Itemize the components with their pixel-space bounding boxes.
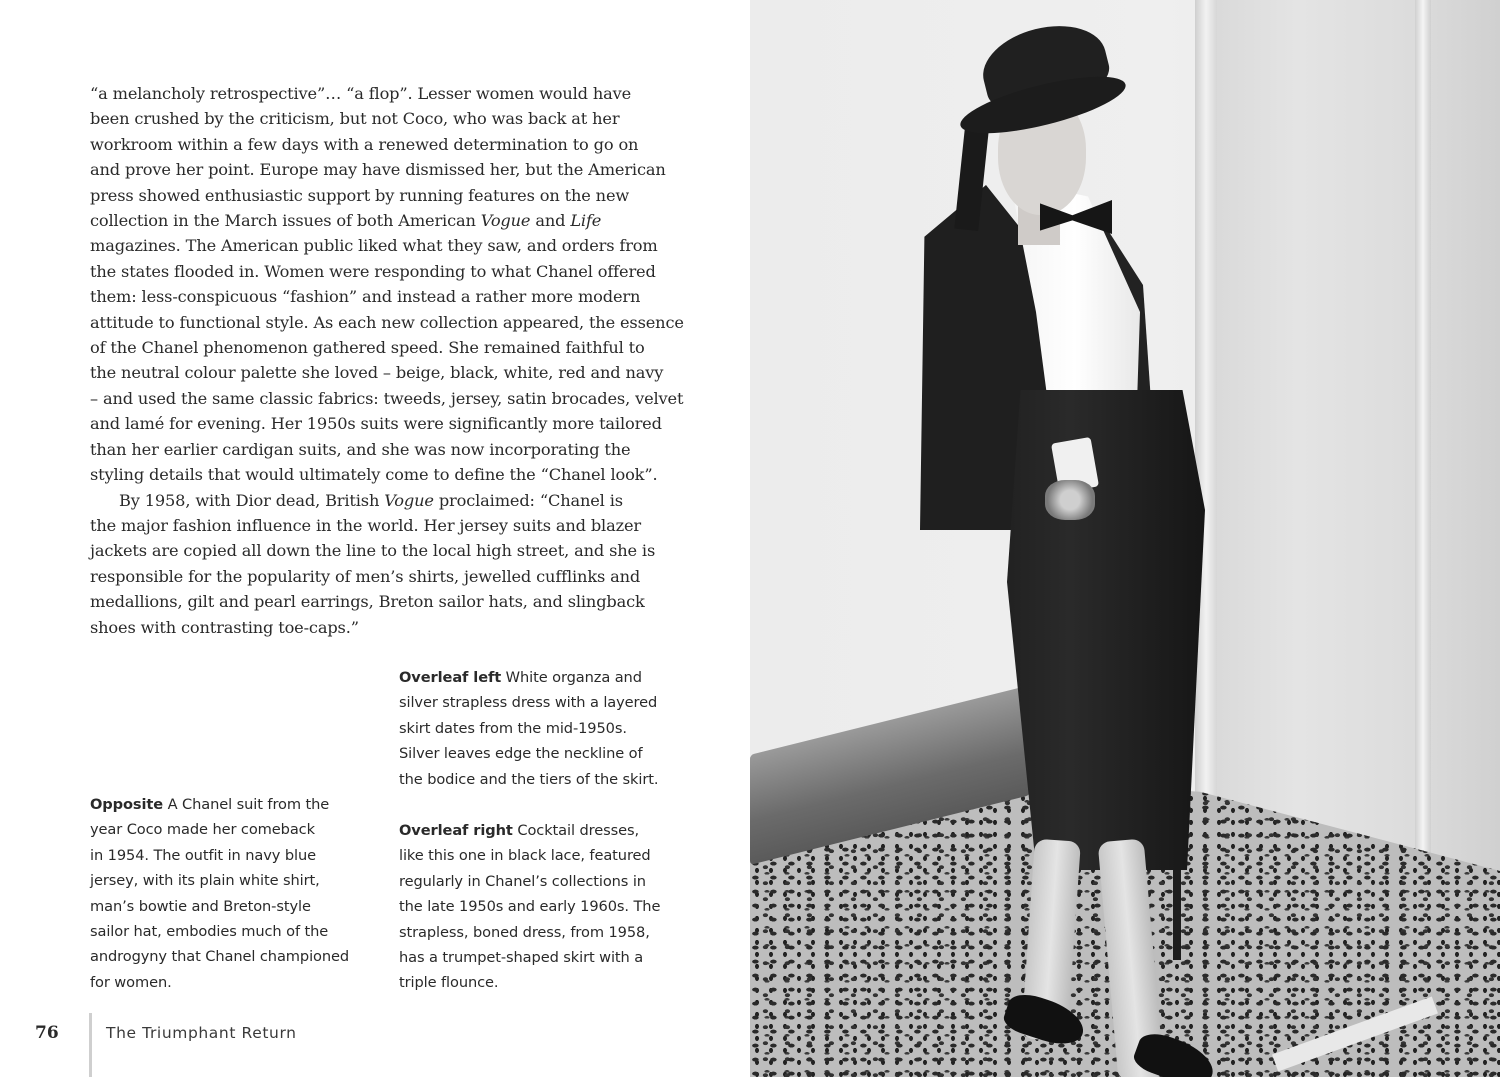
caption-text: strapless, boned dress, from 1958, (399, 923, 650, 941)
caption-text: the bodice and the tiers of the skirt. (399, 770, 659, 788)
wall-panel (1210, 0, 1500, 900)
caption-overleaf-left (399, 665, 664, 792)
caption-text: silver strapless dress with a layered (399, 694, 658, 712)
body-line (90, 132, 665, 157)
caption-text: year Coco made her comeback (90, 821, 315, 839)
body-line (90, 538, 665, 563)
fashion-photo (750, 0, 1500, 1077)
body-text (90, 81, 684, 640)
caption-line (399, 869, 664, 894)
caption-text: the late 1950s and early 1960s. The (399, 898, 661, 916)
right-page (750, 0, 1500, 1077)
caption-line (399, 665, 664, 690)
caption-text: has a trumpet-shaped skirt with a (399, 949, 644, 967)
model-bracelet (1045, 480, 1095, 520)
body-line (90, 183, 665, 208)
caption-text: Silver leaves edge the neckline of (399, 745, 643, 763)
body-line (90, 513, 665, 538)
body-line (90, 589, 665, 614)
body-line (90, 81, 665, 106)
caption-line (399, 767, 664, 792)
caption-line (399, 843, 664, 868)
caption-text: skirt dates from the mid-1950s. (399, 719, 627, 737)
caption-line (399, 945, 664, 970)
caption-line (399, 741, 664, 766)
caption-line (399, 894, 664, 919)
caption-line (399, 690, 664, 715)
caption-opposite (90, 792, 370, 995)
text-run: jackets are copied all down the line to the local high street, and she is (90, 541, 656, 561)
caption-line (399, 920, 664, 945)
body-line (90, 615, 665, 640)
body-line (90, 157, 665, 182)
body-line (90, 488, 665, 513)
text-run: and lamé for evening. Her 1950s suits were significantly more tailored (90, 414, 662, 434)
body-line (90, 386, 684, 411)
italic-title: Vogue (384, 490, 434, 510)
italic-title: Vogue (480, 211, 531, 231)
caption-text: triple flounce. (399, 974, 499, 992)
text-run: – and used the same classic fabrics: tweeds, jersey, satin brocades, velvet (90, 388, 684, 408)
body-line (90, 233, 665, 258)
caption-text: regularly in Chanel’s collections in (399, 872, 646, 890)
text-run: “a melancholy retrospective”… “a flop”. Lesser women would have (90, 84, 632, 103)
caption-label: Overleaf left (399, 669, 502, 686)
text-run: responsible for the popularity of men’s shirts, jewelled cufflinks and (90, 566, 641, 586)
text-run: medallions, gilt and pearl earrings, Breton sailor hats, and slingback (90, 592, 645, 612)
body-line (90, 284, 665, 309)
running-title: The Triumphant Return (106, 1024, 297, 1042)
caption-line (90, 944, 370, 969)
body-line (90, 437, 665, 462)
text-run: attitude to functional style. As each new collection appeared, the essence (90, 312, 684, 332)
caption-label: Overleaf right (399, 822, 513, 839)
body-line (90, 462, 665, 487)
text-run: of the Chanel phenomenon gathered speed. She remained faithful to (90, 338, 645, 358)
text-run: the states flooded in. Women were responding to what Chanel offered (90, 261, 656, 281)
caption-text: sailor hat, embodies much of the (90, 923, 329, 941)
caption-text: White organza and (501, 669, 642, 686)
wall-frame (1195, 0, 1217, 900)
body-line (90, 310, 684, 335)
text-run: and (530, 211, 571, 231)
wall-frame (1415, 0, 1431, 900)
text-run: styling details that would ultimately come to define the “Chanel look”. (90, 465, 658, 485)
text-run: the major fashion influence in the world. Her jersey suits and blazer (90, 515, 641, 535)
body-line (90, 564, 665, 589)
text-run: proclaimed: “Chanel is (433, 490, 623, 510)
folio (0, 1013, 400, 1073)
text-run: been crushed by the criticism, but not Coco, who was back at her (90, 109, 620, 129)
caption-text: androgyny that Chanel championed (90, 948, 350, 966)
body-line (90, 106, 665, 131)
caption-overleaf-right (399, 818, 664, 996)
caption-text: Cocktail dresses, (512, 822, 640, 839)
caption-line (90, 817, 370, 842)
text-run: workroom within a few days with a renewed determination to go on (90, 134, 639, 154)
body-line (90, 360, 665, 385)
caption-line (90, 868, 370, 893)
text-run: press showed enthusiastic support by running features on the new (90, 185, 630, 205)
caption-line (90, 894, 370, 919)
body-line (90, 259, 665, 284)
text-run: and prove her point. Europe may have dismissed her, but the American (90, 160, 666, 180)
caption-text: for women. (90, 973, 172, 991)
caption-line (90, 919, 370, 944)
text-run: magazines. The American public liked what they saw, and orders from (90, 236, 658, 256)
caption-text: like this one in black lace, featured (399, 847, 651, 865)
body-line (90, 411, 665, 436)
text-run: them: less-conspicuous “fashion” and instead a rather more modern (90, 287, 641, 307)
body-line (90, 335, 665, 360)
caption-text: in 1954. The outfit in navy blue (90, 846, 316, 864)
caption-line (399, 716, 664, 741)
caption-label: Opposite (90, 796, 164, 813)
caption-line (90, 970, 370, 995)
caption-line (399, 970, 664, 995)
caption-text: man’s bowtie and Breton-style (90, 897, 311, 915)
page-number: 76 (35, 1023, 59, 1043)
folio-divider (89, 1013, 92, 1077)
caption-line (90, 792, 370, 817)
caption-text: jersey, with its plain white shirt, (90, 872, 320, 890)
text-run: the neutral colour palette she loved – beige, black, white, red and navy (90, 363, 664, 383)
italic-title: Life (570, 211, 602, 231)
caption-line (399, 818, 664, 843)
text-run: than her earlier cardigan suits, and she was now incorporating the (90, 439, 631, 459)
caption-line (90, 843, 370, 868)
body-line (90, 208, 665, 233)
text-run: By 1958, with Dior dead, British (119, 490, 385, 510)
text-run: collection in the March issues of both American (90, 211, 481, 231)
caption-text: A Chanel suit from the (163, 796, 330, 813)
text-run: shoes with contrasting toe-caps.” (90, 617, 359, 637)
